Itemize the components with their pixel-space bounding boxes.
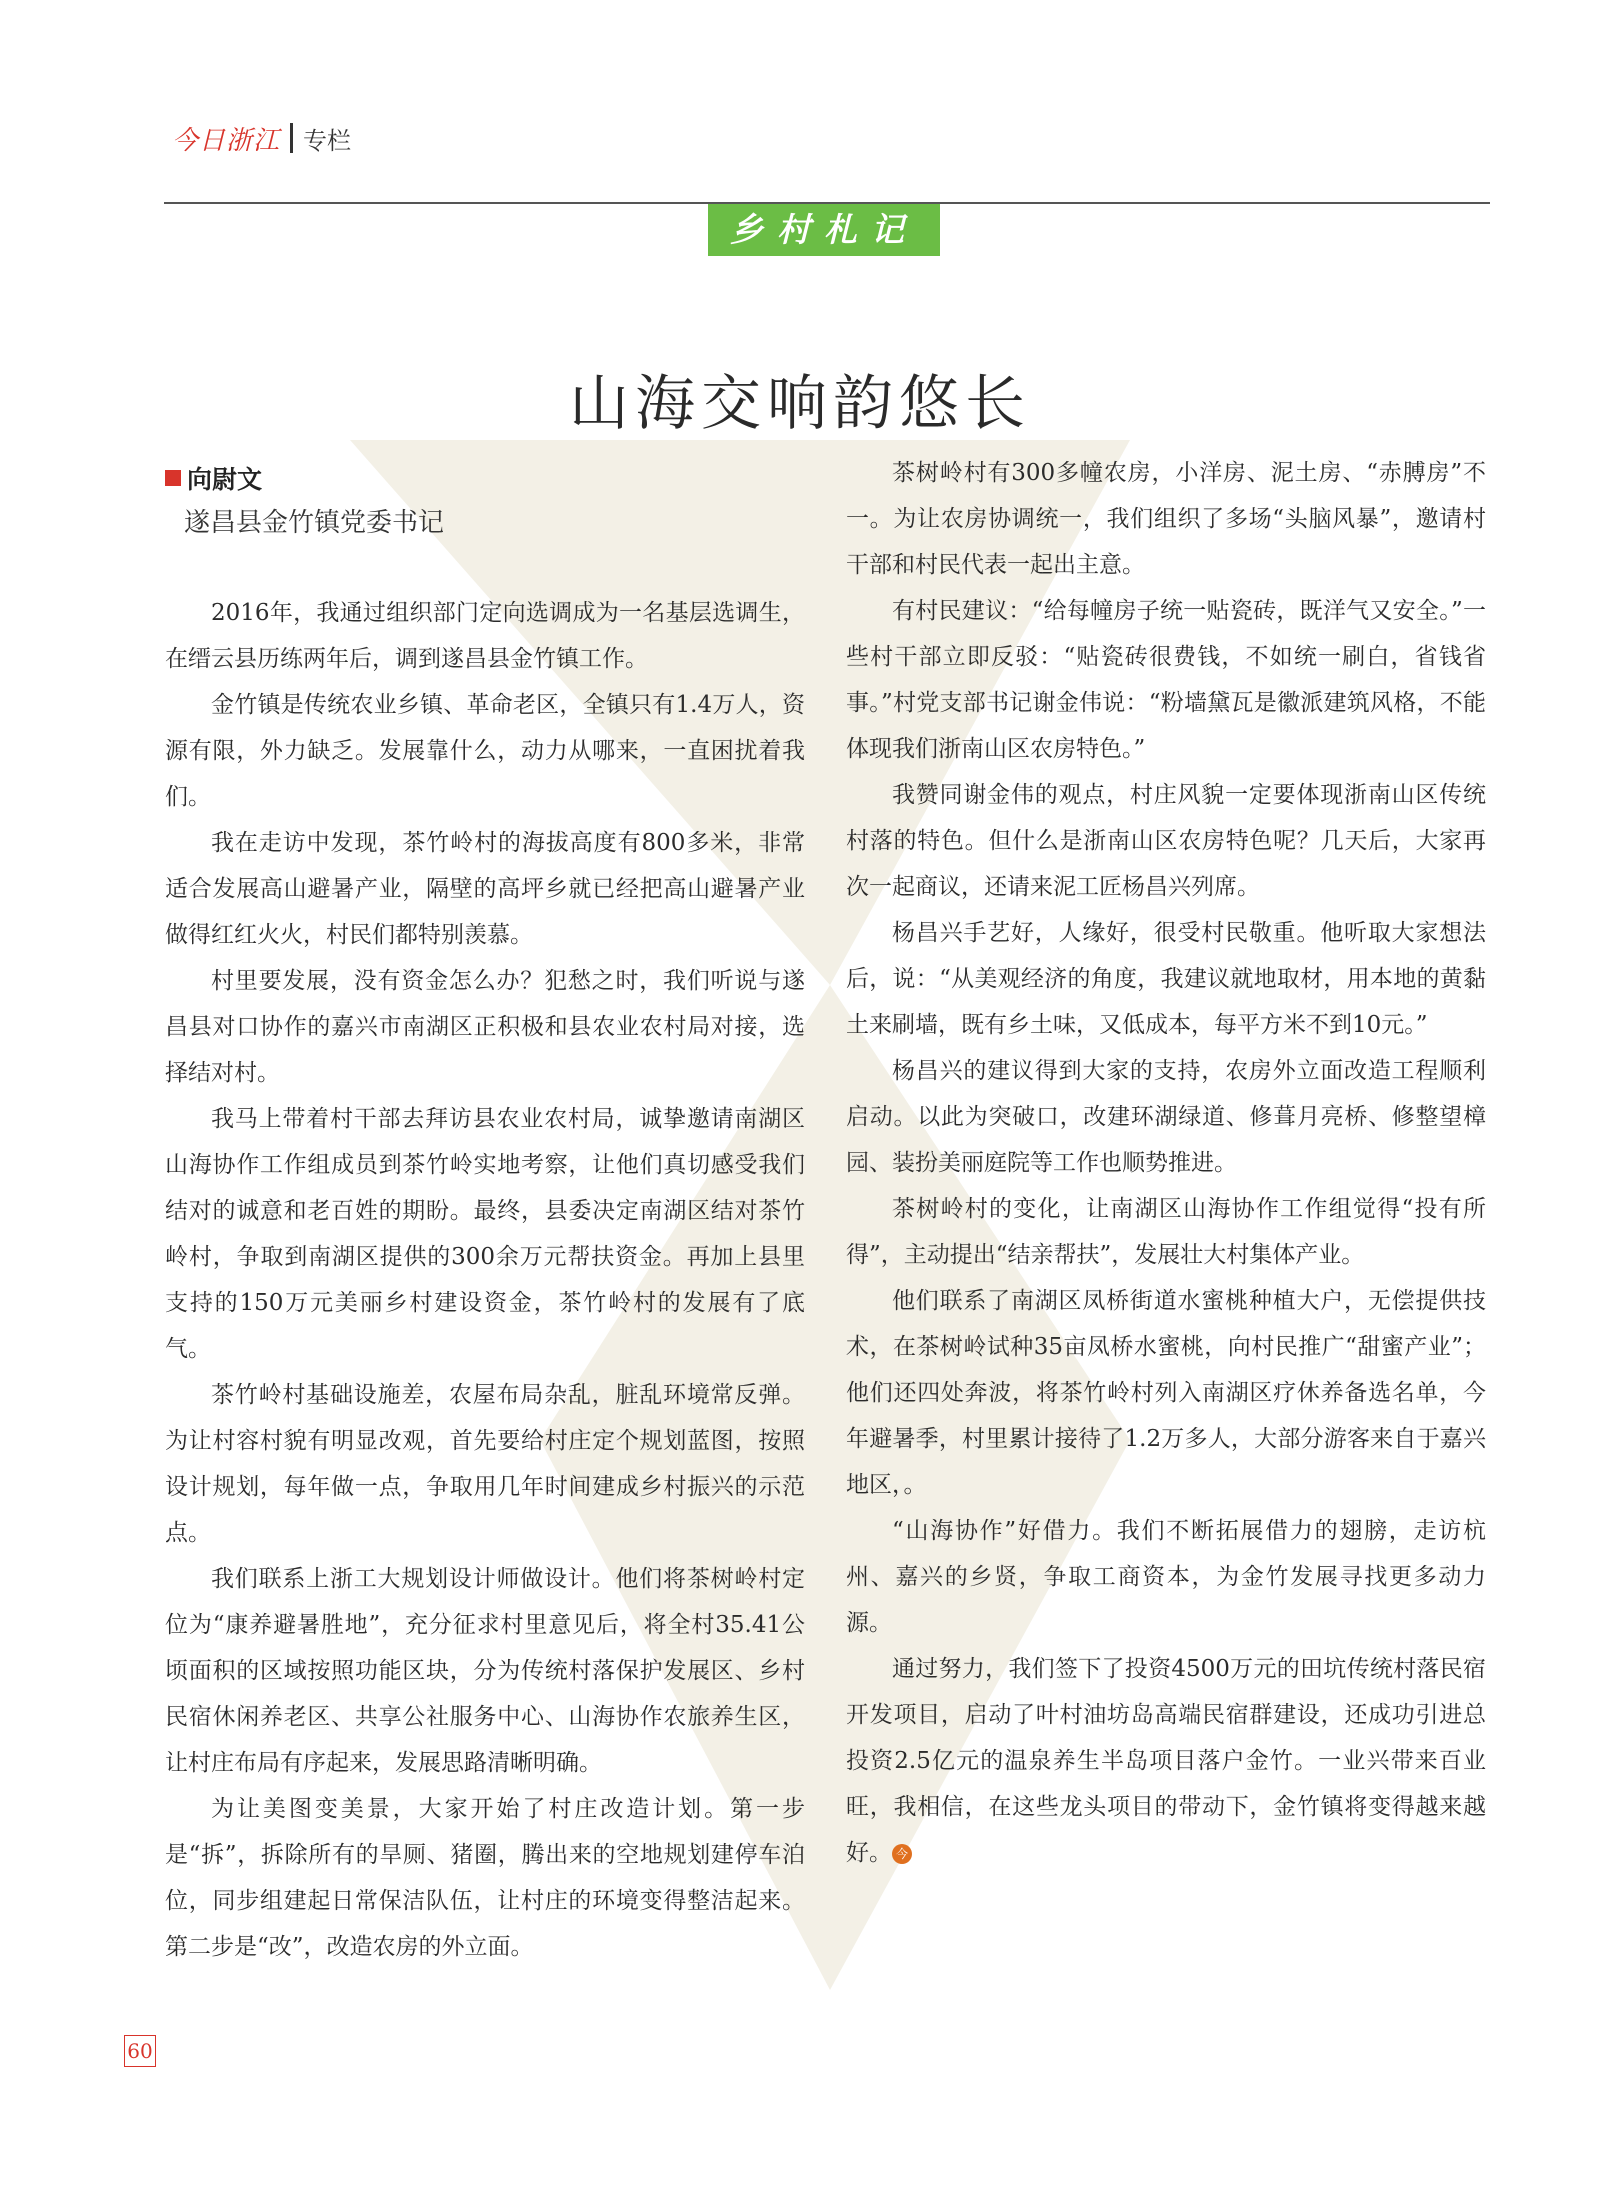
paragraph: 有村民建议：“给每幢房子统一贴瓷砖，既洋气又安全。”一些村干部立即反驳：“贴瓷砖很费钱，不如统一刷白，省钱省事。”村党支部书记谢金伟说：“粉墙黛瓦是徽派建筑风格，不能体现我们浙南山区农房特色。” <box>846 598 1486 762</box>
author-name: 向尉文 <box>187 465 263 494</box>
magazine-logo: 今日浙江 <box>172 125 281 156</box>
page-number: 60 <box>124 2035 156 2067</box>
paragraph: “山海协作”好借力。我们不断拓展借力的翅膀，走访杭州、嘉兴的乡贤，争取工商资本，为金竹发展寻找更多动力源。 <box>846 1518 1486 1636</box>
right-column <box>846 450 1486 1876</box>
paragraph: 2016年，我通过组织部门定向选调成为一名基层选调生，在缙云县历练两年后，调到遂昌县金竹镇工作。 <box>165 600 805 672</box>
paragraph: 我们联系上浙工大规划设计师做设计。他们将茶树岭村定位为“康养避暑胜地”，充分征求村里意见后，将全村35.41公顷面积的区域按照功能区块，分为传统村落保护发展区、乡村民宿休闲养老区、共享公社服务中心、山海协作农旅养生区，让村庄布局有序起来，发展思路清晰明确。 <box>165 1566 805 1776</box>
paragraph: 我马上带着村干部去拜访县农业农村局，诚挚邀请南湖区山海协作工作组成员到茶竹岭实地考察，让他们真切感受我们结对的诚意和老百姓的期盼。最终，县委决定南湖区结对茶竹岭村，争取到南湖区提供的300余万元帮扶资金。再加上县里支持的150万元美丽乡村建设资金，茶竹岭村的发展有了底气。 <box>165 1106 805 1362</box>
article-title: 山海交响韵悠长 <box>569 369 1031 440</box>
paragraph: 村里要发展，没有资金怎么办？犯愁之时，我们听说与遂昌县对口协作的嘉兴市南湖区正积极和县农业农村局对接，选择结对村。 <box>165 968 805 1086</box>
paragraph: 他们联系了南湖区凤桥街道水蜜桃种植大户，无偿提供技术，在茶树岭试种35亩凤桥水蜜桃，向村民推广“甜蜜产业”；他们还四处奔波，将茶竹岭村列入南湖区疗休养备选名单，今年避暑季，村里累计接待了1.2万多人，大部分游客来自于嘉兴地区，。 <box>846 1288 1486 1498</box>
author-marker-icon <box>165 470 181 486</box>
paragraph: 杨昌兴手艺好，人缘好，很受村民敬重。他听取大家想法后，说：“从美观经济的角度，我建议就地取材，用本地的黄黏土来刷墙，既有乡土味，又低成本，每平方米不到10元。” <box>846 920 1486 1038</box>
paragraph: 我赞同谢金伟的观点，村庄风貌一定要体现浙南山区传统村落的特色。但什么是浙南山区农房特色呢？几天后，大家再次一起商议，还请来泥工匠杨昌兴列席。 <box>846 782 1486 900</box>
header-divider <box>290 123 293 153</box>
paragraph: 我在走访中发现，茶竹岭村的海拔高度有800多米，非常适合发展高山避暑产业，隔壁的高坪乡就已经把高山避暑产业做得红红火火，村民们都特别羡慕。 <box>165 830 805 948</box>
column-label: 专栏 <box>303 126 352 155</box>
section-tag: 乡村札记 <box>708 204 940 256</box>
paragraph: 金竹镇是传统农业乡镇、革命老区，全镇只有1.4万人，资源有限，外力缺乏。发展靠什么，动力从哪来，一直困扰着我们。 <box>165 692 805 810</box>
author-line <box>165 460 262 496</box>
paragraph: 茶竹岭村基础设施差，农屋布局杂乱，脏乱环境常反弹。为让村容村貌有明显改观，首先要给村庄定个规划蓝图，按照设计规划，每年做一点，争取用几年时间建成乡村振兴的示范点。 <box>165 1382 805 1546</box>
paragraph-text: 通过努力，我们签下了投资4500万元的田坑传统村落民宿开发项目，启动了叶村油坊岛高端民宿群建设，还成功引进总投资2.5亿元的温泉养生半岛项目落户金竹。一业兴带来百业旺，我相信，在这些龙头项目的带动下，金竹镇将变得越来越好。 <box>846 1656 1486 1866</box>
paragraph: 茶树岭村的变化，让南湖区山海协作工作组觉得“投有所得”，主动提出“结亲帮扶”，发展壮大村集体产业。 <box>846 1196 1486 1268</box>
author-position: 遂昌县金竹镇党委书记 <box>184 508 445 538</box>
header <box>172 118 351 158</box>
end-mark-icon: 今 <box>892 1844 912 1864</box>
paragraph: 为让美图变美景，大家开始了村庄改造计划。第一步是“拆”，拆除所有的旱厕、猪圈，腾出来的空地规划建停车泊位，同步组建起日常保洁队伍，让村庄的环境变得整洁起来。第二步是“改”，改造农房的外立面。 <box>165 1796 805 1960</box>
paragraph: 茶树岭村有300多幢农房，小洋房、泥土房、“赤膊房”不一。为让农房协调统一，我们组织了多场“头脑风暴”，邀请村干部和村民代表一起出主意。 <box>846 460 1486 578</box>
left-column <box>165 590 805 1970</box>
last-paragraph <box>846 1646 1486 1876</box>
paragraph: 杨昌兴的建议得到大家的支持，农房外立面改造工程顺利启动。以此为突破口，改建环湖绿道、修葺月亮桥、修整望樟园、装扮美丽庭院等工作也顺势推进。 <box>846 1058 1486 1176</box>
